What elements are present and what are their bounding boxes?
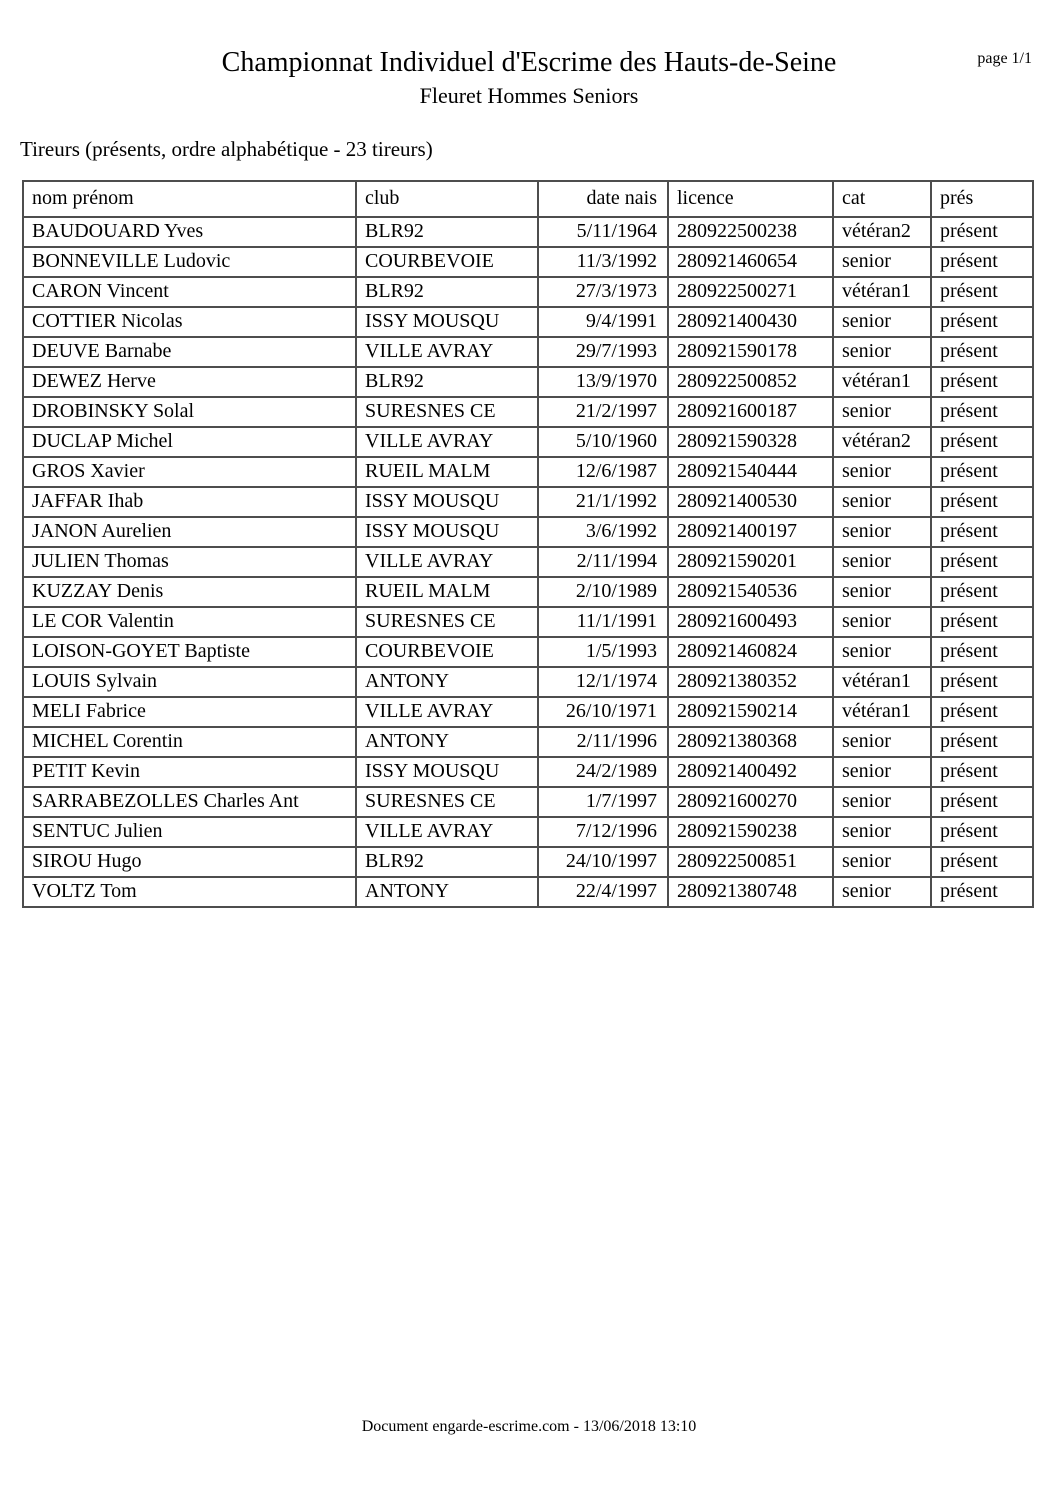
table-cell-club: ANTONY bbox=[356, 727, 538, 757]
table-cell-date: 9/4/1991 bbox=[538, 307, 668, 337]
table-row bbox=[23, 337, 1033, 367]
table-cell-pres: présent bbox=[931, 697, 1033, 727]
table-cell-date: 24/10/1997 bbox=[538, 847, 668, 877]
fencers-table-body bbox=[23, 217, 1033, 907]
table-cell-pres: présent bbox=[931, 397, 1033, 427]
table-cell-cat: vétéran1 bbox=[833, 367, 931, 397]
table-cell-date: 27/3/1973 bbox=[538, 277, 668, 307]
table-cell-pres: présent bbox=[931, 367, 1033, 397]
table-cell-date: 2/10/1989 bbox=[538, 577, 668, 607]
table-cell-date: 5/11/1964 bbox=[538, 217, 668, 247]
table-cell-pres: présent bbox=[931, 637, 1033, 667]
table-cell-licence: 280921460824 bbox=[668, 637, 833, 667]
column-header-cat: cat bbox=[833, 181, 931, 217]
table-cell-pres: présent bbox=[931, 607, 1033, 637]
table-cell-cat: senior bbox=[833, 607, 931, 637]
table-header-row bbox=[23, 181, 1033, 217]
table-cell-licence: 280921590238 bbox=[668, 817, 833, 847]
table-row bbox=[23, 367, 1033, 397]
table-cell-club: RUEIL MALM bbox=[356, 577, 538, 607]
table-cell-licence: 280921380748 bbox=[668, 877, 833, 907]
table-cell-name: JULIEN Thomas bbox=[23, 547, 356, 577]
table-cell-date: 11/3/1992 bbox=[538, 247, 668, 277]
table-cell-cat: senior bbox=[833, 877, 931, 907]
table-cell-club: ANTONY bbox=[356, 877, 538, 907]
table-cell-name: MELI Fabrice bbox=[23, 697, 356, 727]
table-cell-cat: senior bbox=[833, 727, 931, 757]
table-cell-name: KUZZAY Denis bbox=[23, 577, 356, 607]
table-cell-pres: présent bbox=[931, 757, 1033, 787]
table-row bbox=[23, 247, 1033, 277]
table-cell-licence: 280921400197 bbox=[668, 517, 833, 547]
table-cell-licence: 280921600493 bbox=[668, 607, 833, 637]
table-cell-pres: présent bbox=[931, 277, 1033, 307]
table-row bbox=[23, 667, 1033, 697]
table-cell-name: DROBINSKY Solal bbox=[23, 397, 356, 427]
table-cell-cat: senior bbox=[833, 307, 931, 337]
table-row bbox=[23, 847, 1033, 877]
table-cell-licence: 280921590328 bbox=[668, 427, 833, 457]
table-cell-cat: vétéran2 bbox=[833, 427, 931, 457]
table-cell-pres: présent bbox=[931, 727, 1033, 757]
table-cell-licence: 280922500238 bbox=[668, 217, 833, 247]
table-cell-licence: 280921590214 bbox=[668, 697, 833, 727]
table-cell-licence: 280921600270 bbox=[668, 787, 833, 817]
table-cell-club: SURESNES CE bbox=[356, 397, 538, 427]
table-cell-licence: 280921400492 bbox=[668, 757, 833, 787]
section-heading: Tireurs (présents, ordre alphabétique - 23 tireurs) bbox=[20, 137, 433, 162]
document-title: Championnat Individuel d'Escrime des Hauts-de-Seine bbox=[221, 47, 837, 78]
table-cell-date: 12/6/1987 bbox=[538, 457, 668, 487]
table-cell-cat: senior bbox=[833, 397, 931, 427]
table-cell-licence: 280921380352 bbox=[668, 667, 833, 697]
table-row bbox=[23, 427, 1033, 457]
table-cell-pres: présent bbox=[931, 427, 1033, 457]
table-cell-name: CARON Vincent bbox=[23, 277, 356, 307]
table-cell-club: SURESNES CE bbox=[356, 607, 538, 637]
table-row bbox=[23, 307, 1033, 337]
table-cell-cat: senior bbox=[833, 457, 931, 487]
table-cell-pres: présent bbox=[931, 817, 1033, 847]
table-row bbox=[23, 217, 1033, 247]
table-cell-licence: 280921460654 bbox=[668, 247, 833, 277]
table-cell-date: 13/9/1970 bbox=[538, 367, 668, 397]
table-cell-cat: senior bbox=[833, 637, 931, 667]
table-cell-name: BAUDOUARD Yves bbox=[23, 217, 356, 247]
table-cell-date: 21/1/1992 bbox=[538, 487, 668, 517]
table-cell-name: PETIT Kevin bbox=[23, 757, 356, 787]
table-cell-pres: présent bbox=[931, 547, 1033, 577]
table-cell-licence: 280921540536 bbox=[668, 577, 833, 607]
table-row bbox=[23, 397, 1033, 427]
table-cell-date: 1/5/1993 bbox=[538, 637, 668, 667]
table-cell-licence: 280921380368 bbox=[668, 727, 833, 757]
table-cell-club: ISSY MOUSQU bbox=[356, 307, 538, 337]
table-cell-club: RUEIL MALM bbox=[356, 457, 538, 487]
fencers-table bbox=[22, 180, 1034, 908]
table-cell-name: DUCLAP Michel bbox=[23, 427, 356, 457]
table-cell-date: 22/4/1997 bbox=[538, 877, 668, 907]
table-cell-club: COURBEVOIE bbox=[356, 247, 538, 277]
column-header-pres: prés bbox=[931, 181, 1033, 217]
table-cell-name: BONNEVILLE Ludovic bbox=[23, 247, 356, 277]
document-subtitle: Fleuret Hommes Seniors bbox=[419, 83, 639, 109]
table-cell-pres: présent bbox=[931, 247, 1033, 277]
table-cell-date: 21/2/1997 bbox=[538, 397, 668, 427]
table-cell-name: SENTUC Julien bbox=[23, 817, 356, 847]
table-cell-club: ISSY MOUSQU bbox=[356, 487, 538, 517]
table-row bbox=[23, 877, 1033, 907]
column-header-name: nom prénom bbox=[23, 181, 356, 217]
table-cell-club: VILLE AVRAY bbox=[356, 697, 538, 727]
table-cell-pres: présent bbox=[931, 667, 1033, 697]
table-cell-pres: présent bbox=[931, 577, 1033, 607]
table-row bbox=[23, 697, 1033, 727]
table-cell-cat: vétéran1 bbox=[833, 667, 931, 697]
table-cell-date: 11/1/1991 bbox=[538, 607, 668, 637]
table-cell-date: 1/7/1997 bbox=[538, 787, 668, 817]
table-cell-club: VILLE AVRAY bbox=[356, 337, 538, 367]
table-cell-date: 3/6/1992 bbox=[538, 517, 668, 547]
table-cell-cat: senior bbox=[833, 577, 931, 607]
table-cell-club: ANTONY bbox=[356, 667, 538, 697]
table-cell-name: VOLTZ Tom bbox=[23, 877, 356, 907]
page-indicator: page 1/1 bbox=[977, 50, 1032, 67]
table-row bbox=[23, 457, 1033, 487]
table-cell-date: 2/11/1996 bbox=[538, 727, 668, 757]
table-row bbox=[23, 727, 1033, 757]
table-cell-licence: 280921400530 bbox=[668, 487, 833, 517]
table-cell-name: LOISON-GOYET Baptiste bbox=[23, 637, 356, 667]
table-cell-cat: senior bbox=[833, 787, 931, 817]
table-cell-name: JAFFAR Ihab bbox=[23, 487, 356, 517]
table-cell-date: 24/2/1989 bbox=[538, 757, 668, 787]
table-cell-club: BLR92 bbox=[356, 277, 538, 307]
table-row bbox=[23, 757, 1033, 787]
table-cell-name: DEWEZ Herve bbox=[23, 367, 356, 397]
table-cell-pres: présent bbox=[931, 847, 1033, 877]
table-cell-licence: 280922500852 bbox=[668, 367, 833, 397]
column-header-club: club bbox=[356, 181, 538, 217]
table-cell-licence: 280921540444 bbox=[668, 457, 833, 487]
table-cell-pres: présent bbox=[931, 487, 1033, 517]
table-row bbox=[23, 277, 1033, 307]
table-cell-club: VILLE AVRAY bbox=[356, 817, 538, 847]
table-cell-name: GROS Xavier bbox=[23, 457, 356, 487]
table-cell-date: 29/7/1993 bbox=[538, 337, 668, 367]
column-header-licence: licence bbox=[668, 181, 833, 217]
table-cell-pres: présent bbox=[931, 307, 1033, 337]
table-row bbox=[23, 547, 1033, 577]
table-cell-date: 26/10/1971 bbox=[538, 697, 668, 727]
table-row bbox=[23, 487, 1033, 517]
table-cell-club: ISSY MOUSQU bbox=[356, 517, 538, 547]
table-cell-cat: senior bbox=[833, 757, 931, 787]
table-cell-date: 2/11/1994 bbox=[538, 547, 668, 577]
table-cell-licence: 280922500271 bbox=[668, 277, 833, 307]
table-cell-pres: présent bbox=[931, 457, 1033, 487]
table-cell-pres: présent bbox=[931, 787, 1033, 817]
table-row bbox=[23, 607, 1033, 637]
table-cell-name: JANON Aurelien bbox=[23, 517, 356, 547]
table-cell-name: COTTIER Nicolas bbox=[23, 307, 356, 337]
table-row bbox=[23, 577, 1033, 607]
table-cell-licence: 280922500851 bbox=[668, 847, 833, 877]
table-cell-date: 12/1/1974 bbox=[538, 667, 668, 697]
table-cell-cat: senior bbox=[833, 817, 931, 847]
table-cell-club: BLR92 bbox=[356, 847, 538, 877]
table-cell-cat: vétéran1 bbox=[833, 697, 931, 727]
table-cell-date: 5/10/1960 bbox=[538, 427, 668, 457]
table-cell-name: DEUVE Barnabe bbox=[23, 337, 356, 367]
table-cell-name: LOUIS Sylvain bbox=[23, 667, 356, 697]
table-cell-name: LE COR Valentin bbox=[23, 607, 356, 637]
table-cell-pres: présent bbox=[931, 877, 1033, 907]
table-cell-club: BLR92 bbox=[356, 217, 538, 247]
table-cell-club: SURESNES CE bbox=[356, 787, 538, 817]
table-cell-date: 7/12/1996 bbox=[538, 817, 668, 847]
table-cell-cat: senior bbox=[833, 487, 931, 517]
table-cell-licence: 280921590178 bbox=[668, 337, 833, 367]
table-cell-cat: vétéran1 bbox=[833, 277, 931, 307]
table-row bbox=[23, 787, 1033, 817]
table-cell-cat: senior bbox=[833, 847, 931, 877]
table-cell-pres: présent bbox=[931, 337, 1033, 367]
table-cell-cat: vétéran2 bbox=[833, 217, 931, 247]
table-row bbox=[23, 637, 1033, 667]
table-cell-cat: senior bbox=[833, 547, 931, 577]
table-cell-club: VILLE AVRAY bbox=[356, 547, 538, 577]
table-cell-club: COURBEVOIE bbox=[356, 637, 538, 667]
table-cell-licence: 280921600187 bbox=[668, 397, 833, 427]
table-cell-name: MICHEL Corentin bbox=[23, 727, 356, 757]
column-header-date: date nais bbox=[538, 181, 668, 217]
table-cell-licence: 280921590201 bbox=[668, 547, 833, 577]
table-cell-cat: senior bbox=[833, 517, 931, 547]
document-footer: Document engarde-escrime.com - 13/06/2018 13:10 bbox=[361, 1418, 697, 1435]
table-cell-pres: présent bbox=[931, 517, 1033, 547]
table-cell-club: VILLE AVRAY bbox=[356, 427, 538, 457]
table-cell-licence: 280921400430 bbox=[668, 307, 833, 337]
table-cell-name: SIROU Hugo bbox=[23, 847, 356, 877]
table-cell-cat: senior bbox=[833, 247, 931, 277]
table-cell-name: SARRABEZOLLES Charles Ant bbox=[23, 787, 356, 817]
table-cell-club: ISSY MOUSQU bbox=[356, 757, 538, 787]
table-row bbox=[23, 817, 1033, 847]
table-row bbox=[23, 517, 1033, 547]
table-cell-club: BLR92 bbox=[356, 367, 538, 397]
table-cell-pres: présent bbox=[931, 217, 1033, 247]
table-cell-cat: senior bbox=[833, 337, 931, 367]
